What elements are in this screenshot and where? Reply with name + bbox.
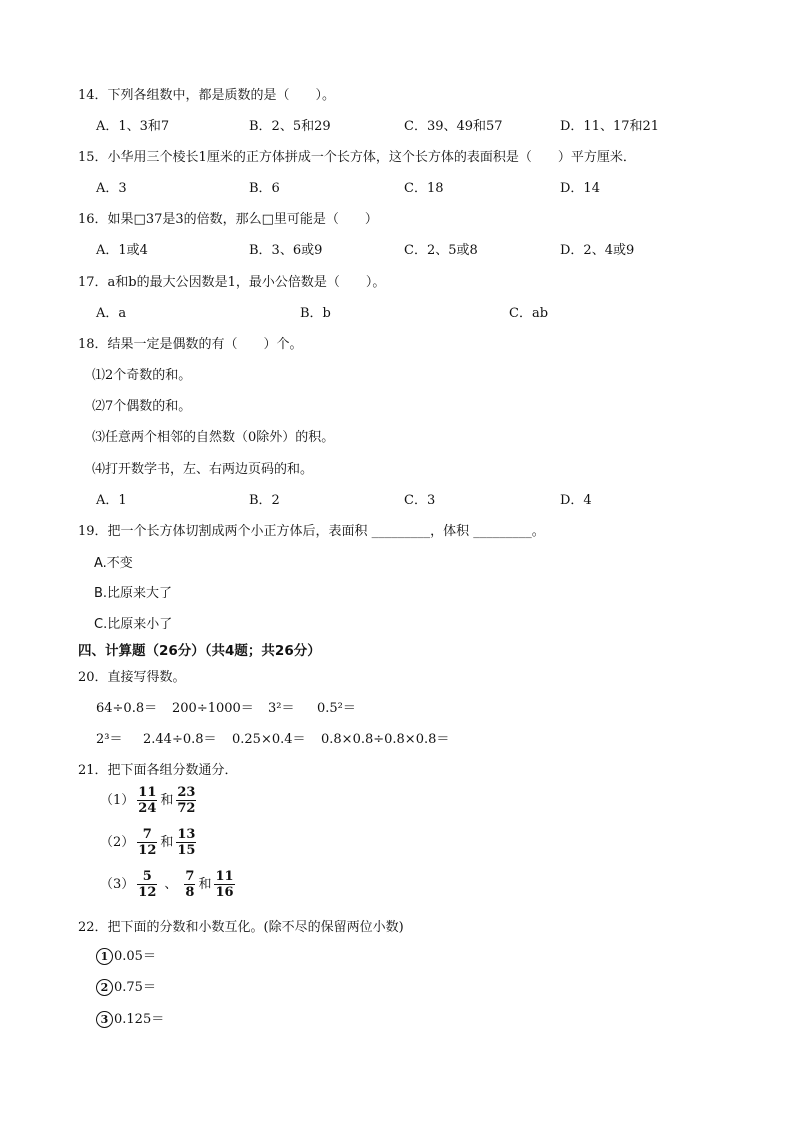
conversion-text: 0.05＝ [114, 949, 156, 964]
circled-number-1: 1 [96, 948, 113, 965]
option-16-d: D．2、4或9 [560, 243, 635, 258]
calc-item: 2³＝ [96, 732, 123, 747]
section-heading: 四、计算题（26分）（共4题；共26分） [78, 643, 321, 659]
numerator: 11 [215, 869, 234, 884]
question-18-item-2: ⑵7个偶数的和。 [92, 399, 192, 414]
question-18-item-1: ⑴2个奇数的和。 [92, 368, 192, 383]
fraction [137, 827, 157, 858]
calc-item: 200÷1000＝ [172, 701, 254, 716]
fraction-group-2 [100, 827, 199, 858]
denominator: 72 [177, 801, 196, 816]
option-14-d: D．11、17和21 [560, 119, 660, 134]
fraction-group-1 [100, 785, 199, 816]
join-word: 和 [160, 835, 174, 850]
numerator: 13 [177, 827, 196, 842]
fraction [176, 827, 196, 858]
question-15-stem: 15．小华用三个棱长1厘米的正方体拼成一个长方体，这个长方体的表面积是（ ）平方厘米． [78, 150, 636, 165]
calc-item: 3²＝ [268, 701, 295, 716]
option-15-b: B．6 [249, 181, 280, 196]
group-label: （2） [100, 835, 135, 850]
question-20-stem: 20．直接写得数。 [78, 670, 186, 685]
option-19-b: B.比原来大了 [94, 586, 173, 601]
option-17-a: A．a [96, 306, 127, 321]
question-18-item-4: ⑷打开数学书，左、右两边页码的和。 [92, 462, 314, 477]
option-14-c: C．39、49和57 [404, 119, 503, 134]
option-17-c: C．ab [509, 306, 549, 321]
circled-number-2: 2 [96, 979, 113, 996]
denominator: 12 [138, 843, 157, 858]
conversion-text: 0.75＝ [114, 980, 156, 995]
option-15-c: C．18 [404, 181, 444, 196]
fraction [184, 869, 195, 900]
conversion-item-3 [96, 1008, 164, 1028]
question-18-item-3: ⑶任意两个相邻的自然数（0除外）的积。 [92, 430, 335, 445]
option-17-b: B．b [300, 306, 331, 321]
question-18-stem: 18．结果一定是偶数的有（ ）个。 [78, 337, 303, 352]
question-19-stem: 19．把一个长方体切割成两个小正方体后，表面积 _________，体积 _________。 [78, 524, 545, 539]
join-word: 和 [198, 877, 212, 892]
denominator: 16 [215, 885, 234, 900]
option-16-c: C．2、5或8 [404, 243, 478, 258]
fraction [137, 869, 157, 900]
numerator: 11 [138, 785, 157, 800]
join-word: 和 [160, 793, 174, 808]
question-21-stem: 21．把下面各组分数通分． [78, 763, 238, 778]
question-17-stem: 17．a和b的最大公因数是1，最小公倍数是（ ）。 [78, 275, 386, 290]
option-16-b: B．3、6或9 [249, 243, 323, 258]
conversion-item-2 [96, 976, 156, 996]
conversion-text: 0.125＝ [114, 1012, 165, 1027]
numerator: 7 [142, 827, 152, 842]
group-label: （3） [100, 877, 135, 892]
group-label: （1） [100, 793, 135, 808]
calc-item: 2.44÷0.8＝ [143, 732, 217, 747]
option-18-b: B．2 [249, 493, 280, 508]
option-14-a: A．1、3和7 [96, 119, 170, 134]
denominator: 24 [138, 801, 157, 816]
option-14-b: B．2、5和29 [249, 119, 331, 134]
option-15-d: D．14 [560, 181, 600, 196]
join-word: 、 [164, 877, 178, 892]
numerator: 23 [177, 785, 196, 800]
calc-item: 0.25×0.4＝ [232, 732, 306, 747]
denominator: 12 [138, 885, 157, 900]
option-18-c: C．3 [404, 493, 436, 508]
option-18-a: A．1 [96, 493, 127, 508]
circled-number-3: 3 [96, 1011, 113, 1028]
calc-item: 64÷0.8＝ [96, 701, 158, 716]
option-16-a: A．1或4 [96, 243, 148, 258]
option-19-a: A.不变 [94, 556, 133, 571]
option-18-d: D．4 [560, 493, 592, 508]
calc-item: 0.8×0.8÷0.8×0.8＝ [321, 732, 450, 747]
fraction [137, 785, 157, 816]
question-22-stem: 22．把下面的分数和小数互化。(除不尽的保留两位小数) [78, 920, 404, 935]
option-15-a: A．3 [96, 181, 127, 196]
option-19-c: C.比原来小了 [94, 617, 173, 632]
numerator: 5 [142, 869, 152, 884]
fraction-group-3 [100, 869, 238, 900]
question-14-stem: 14．下列各组数中，都是质数的是（ ）。 [78, 88, 336, 103]
denominator: 8 [185, 885, 195, 900]
calc-item: 0.5²＝ [317, 701, 356, 716]
fraction [214, 869, 234, 900]
fraction [176, 785, 196, 816]
denominator: 15 [177, 843, 196, 858]
question-16-stem: 16．如果□37是3的倍数，那么□里可能是（ ） [78, 212, 378, 227]
conversion-item-1 [96, 945, 156, 965]
numerator: 7 [185, 869, 195, 884]
